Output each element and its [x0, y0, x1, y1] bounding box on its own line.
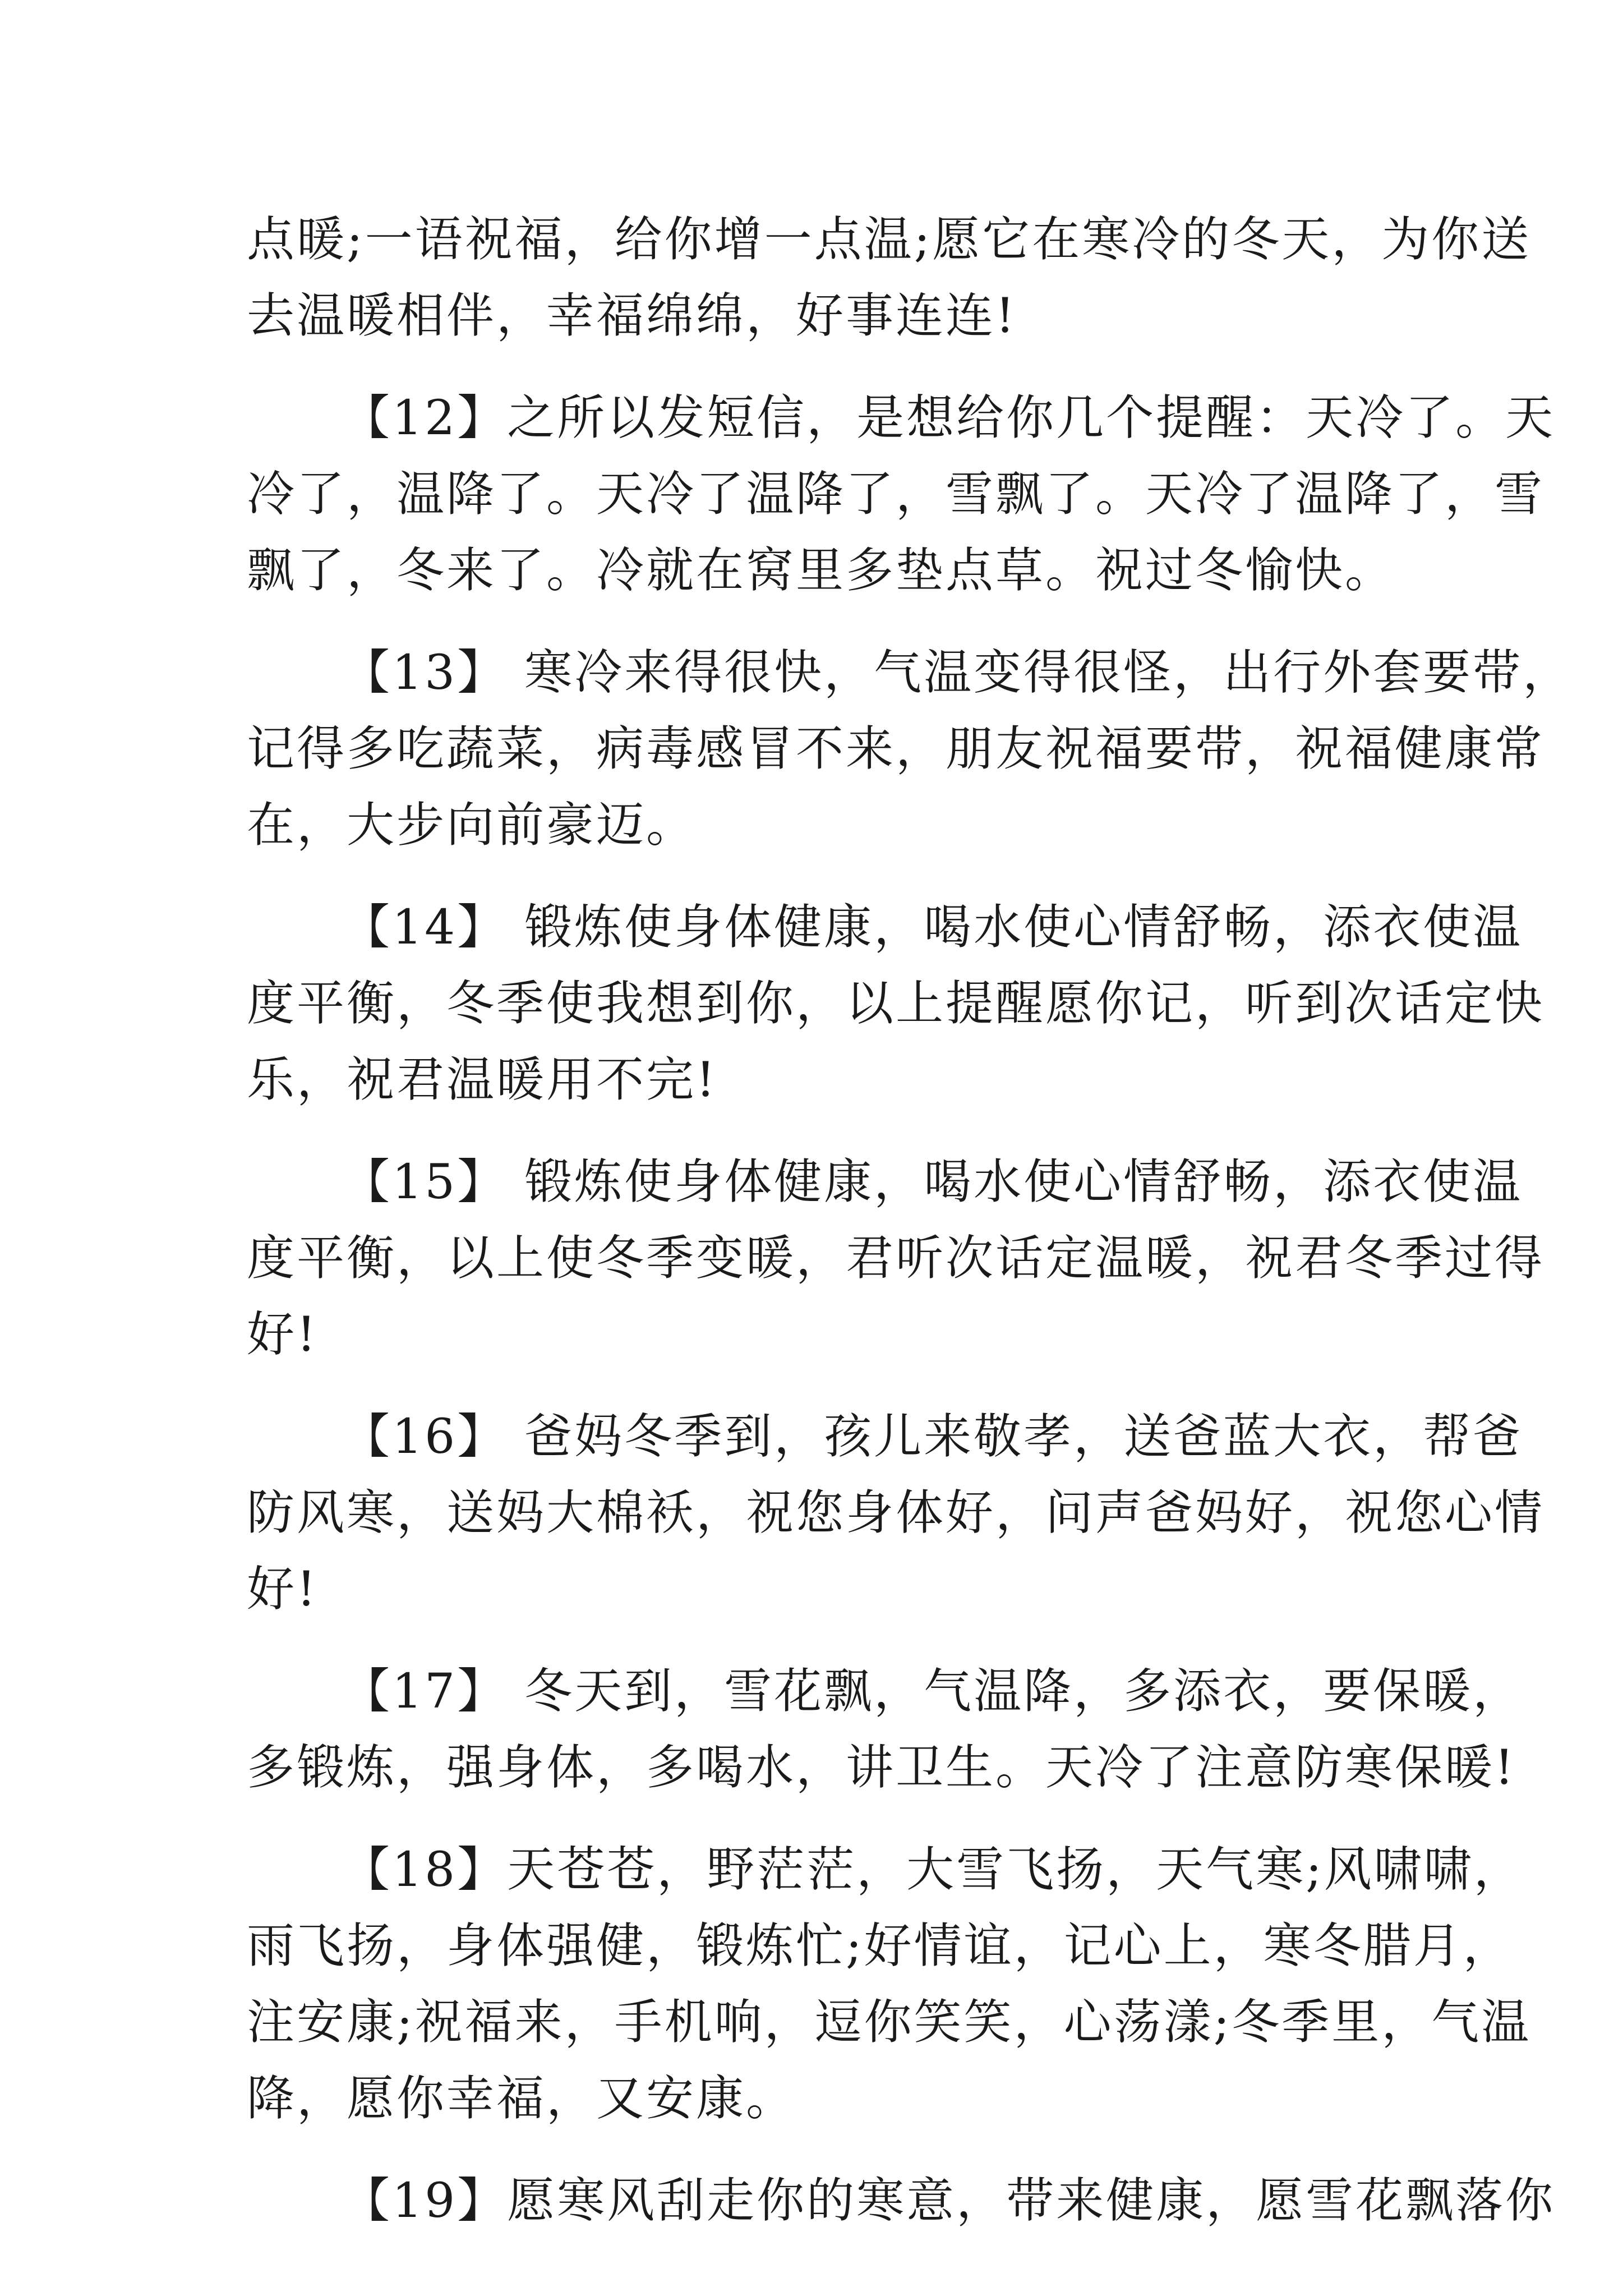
paragraph-17-start: 【17】 冬天到，雪花飘，气温降，多添衣，要保暖， — [342, 1664, 1523, 1719]
text-line: 多锻炼，强身体，多喝水，讲卫生。天冷了注意防寒保暖! — [247, 1740, 1516, 1796]
paragraph-19-start: 【19】愿寒风刮走你的寒意，带来健康，愿雪花飘落你 — [342, 2173, 1556, 2229]
paragraph-16-start: 【16】 爸妈冬季到，孩儿来敬孝，送爸蓝大衣，帮爸 — [342, 1409, 1523, 1465]
text-line: 去温暖相伴，幸福绵绵，好事连连! — [247, 288, 1017, 344]
text-line: 度平衡，冬季使我想到你，以上提醒愿你记，听到次话定快 — [247, 976, 1545, 1032]
text-line: 降，愿你幸福，又安康。 — [247, 2071, 796, 2127]
paragraph-14-start: 【14】 锻炼使身体健康，喝水使心情舒畅，添衣使温 — [342, 900, 1523, 955]
paragraph-15-start: 【15】 锻炼使身体健康，喝水使心情舒畅，添衣使温 — [342, 1154, 1523, 1210]
text-line: 点暖;一语祝福，给你增一点温;愿它在寒冷的冬天，为你送 — [247, 212, 1532, 268]
text-line: 雨飞扬，身体强健，锻炼忙;好情谊，记心上，寒冬腊月， — [247, 1918, 1513, 1974]
text-line: 飘了，冬来了。冷就在窝里多垫点草。祝过冬愉快。 — [247, 543, 1395, 599]
document-body — [247, 202, 1573, 2239]
paragraph-12-start: 【12】之所以发短信，是想给你几个提醒：天冷了。天 — [342, 390, 1556, 446]
text-line: 记得多吃蔬菜，病毒感冒不来，朋友祝福要带，祝福健康常 — [247, 721, 1545, 777]
paragraph-13-start: 【13】 寒冷来得很快，气温变得很怪，出行外套要带， — [342, 645, 1573, 701]
paragraph-18-start: 【18】天苍苍，野茫茫，大雪飞扬，天气寒;风啸啸， — [342, 1842, 1524, 1898]
text-line: 注安康;祝福来，手机响，逗你笑笑，心荡漾;冬季里，气温 — [247, 1995, 1532, 2050]
text-line: 在，大步向前豪迈。 — [247, 798, 697, 853]
text-line: 防风寒，送妈大棉袄，祝您身体好，问声爸妈好，祝您心情 — [247, 1485, 1545, 1541]
text-line: 乐，祝君温暖用不完! — [247, 1052, 718, 1108]
text-line: 冷了，温降了。天冷了温降了，雪飘了。天冷了温降了，雪 — [247, 467, 1545, 522]
text-line: 好! — [247, 1307, 319, 1363]
text-line: 度平衡，以上使冬季变暖，君听次话定温暖，祝君冬季过得 — [247, 1231, 1545, 1286]
text-line: 好! — [247, 1562, 319, 1617]
